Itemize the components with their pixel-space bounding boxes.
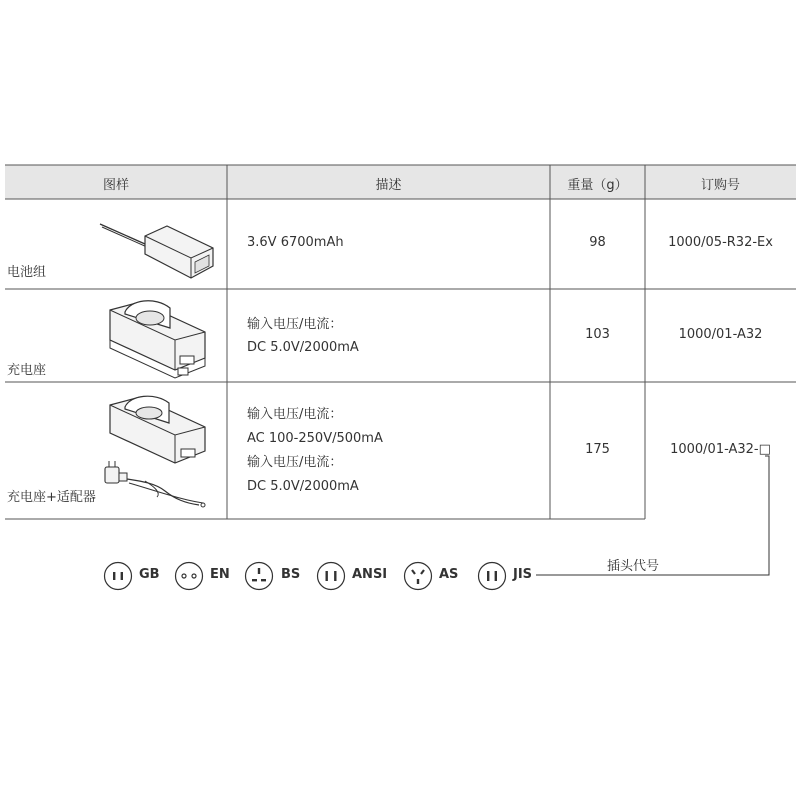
- row-order-number: 1000/01-A32: [678, 327, 763, 342]
- row-description-line: 输入电压/电流：: [247, 317, 343, 332]
- row-description-line: DC 5.0V/2000mA: [247, 340, 359, 355]
- row-description-line: AC 100-250V/500mA: [247, 431, 383, 446]
- plug-gb-icon: [103, 561, 133, 591]
- row-order-number: 1000/01-A32-□: [670, 442, 771, 457]
- header-order-number: 订购号: [700, 178, 740, 193]
- header-weight: 重量（g）: [567, 178, 628, 193]
- row-weight: 175: [585, 442, 610, 457]
- plug-code-bs: BS: [281, 567, 301, 582]
- plug-en-icon: [174, 561, 204, 591]
- row-weight: 103: [585, 327, 610, 342]
- row-description-line: DC 5.0V/2000mA: [247, 479, 359, 494]
- plug-as-icon: [403, 561, 433, 591]
- row-name: 电池组: [7, 265, 47, 280]
- plug-jis-icon: [477, 561, 507, 591]
- plug-bs-icon: [244, 561, 274, 591]
- plug-code-ansi: ANSI: [352, 567, 388, 582]
- plug-ansi-icon: [316, 561, 346, 591]
- plug-code-gb: GB: [139, 567, 160, 582]
- row-order-number: 1000/05-R32-Ex: [668, 235, 773, 250]
- header-image: 图样: [102, 178, 129, 193]
- row-name: 充电座+适配器: [7, 490, 96, 505]
- row-description-line: 输入电压/电流：: [247, 407, 343, 422]
- plug-code-en: EN: [210, 567, 230, 582]
- plug-code-jis: JIS: [513, 567, 533, 582]
- plug-code-label: 插头代号: [607, 559, 660, 574]
- header-description: 描述: [375, 178, 402, 193]
- plug-code-as: AS: [439, 567, 459, 582]
- row-name: 充电座: [7, 363, 47, 378]
- row-description-line: 输入电压/电流：: [247, 455, 343, 470]
- row-weight: 98: [589, 235, 606, 250]
- row-description-line: 3.6V 6700mAh: [247, 235, 344, 250]
